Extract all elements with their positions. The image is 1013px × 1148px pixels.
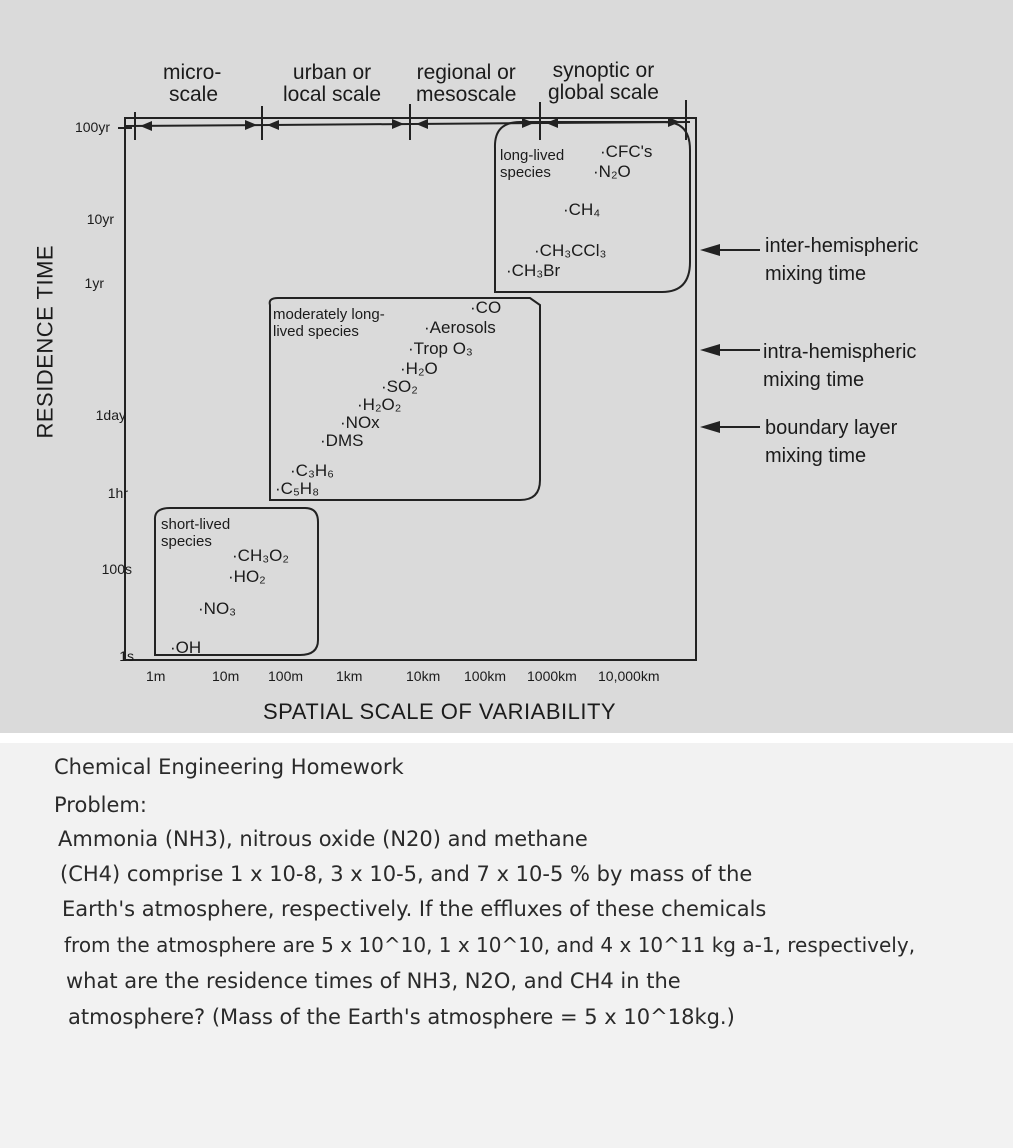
species-label: ·C₃H₆ <box>290 461 334 480</box>
y-tick-label: 10yr <box>86 211 114 227</box>
x-tick-label: 1m <box>146 668 166 684</box>
species-label: ·CH₃Br <box>506 261 561 280</box>
x-tick-label: 1000km <box>527 668 577 684</box>
box-title-line: species <box>161 533 212 551</box>
mixing-label-line: intra-hemispheric <box>763 341 917 363</box>
scale-arrow-icon <box>267 120 279 130</box>
y-tick-label: 1yr <box>84 275 104 291</box>
x-tick-label: 100km <box>464 668 507 684</box>
species-label: ·HO₂ <box>228 567 266 586</box>
arrow-left-icon <box>700 421 720 433</box>
y-tick-label: 1s <box>119 648 134 664</box>
scale-header-line: scale <box>169 83 219 107</box>
scale-header-regional <box>416 62 516 106</box>
y-tick-label: 100yr <box>74 119 110 135</box>
short-lived-title <box>161 516 230 551</box>
y-tick-label: 1day <box>95 407 126 423</box>
scale-header-line: synoptic or <box>552 59 655 82</box>
scale-header-micro <box>163 62 221 106</box>
moderately-long-lived-title <box>273 306 385 341</box>
x-tick-label: 10km <box>406 668 441 684</box>
x-tick-label: 1km <box>336 668 363 684</box>
x-tick-label: 100m <box>268 668 304 684</box>
species-label: ·NO₃ <box>198 599 237 618</box>
arrow-left-icon <box>700 344 720 356</box>
problem-line: atmosphere? (Mass of the Earth's atmosphere = 5 x 10^18kg.) <box>68 1005 735 1029</box>
problem-heading: Chemical Engineering Homework <box>54 755 404 779</box>
problem-line: from the atmosphere are 5 x 10^10, 1 x 10^10, and 4 x 10^11 kg a-1, respectively, <box>64 933 916 957</box>
box-title-line: short-lived <box>161 516 231 533</box>
y-axis-title: RESIDENCE TIME <box>32 244 58 439</box>
species-label: ·C₅H₈ <box>275 479 320 498</box>
scale-arrow-icon <box>245 120 257 130</box>
x-axis-title: SPATIAL SCALE OF VARIABILITY <box>263 699 617 724</box>
species-label: ·DMS <box>320 431 364 450</box>
scale-header-urban <box>283 62 381 106</box>
scale-header-line: local scale <box>283 83 382 107</box>
species-label: ·H₂O <box>400 359 438 378</box>
mixing-label-intra <box>763 338 916 394</box>
problem-line: Ammonia (NH3), nitrous oxide (N20) and methane <box>58 827 588 851</box>
scale-header-line: global scale <box>548 81 659 105</box>
scale-header-synoptic <box>548 60 659 104</box>
box-title-line: lived species <box>273 323 359 341</box>
species-label: ·N₂O <box>593 162 631 181</box>
species-label: ·CH₄ <box>563 200 601 219</box>
species-label: ·SO₂ <box>381 377 418 396</box>
x-tick-label: 10m <box>212 668 240 684</box>
box-title-line: long-lived <box>500 147 565 164</box>
scale-header-line: regional or <box>416 61 516 84</box>
box-title-line: species <box>500 164 551 182</box>
scale-header-line: urban or <box>292 61 372 84</box>
mixing-label-boundary <box>765 414 897 470</box>
mixing-label-line: mixing time <box>763 369 865 391</box>
species-label: ·H₂O₂ <box>357 395 402 414</box>
species-label: ·Aerosols <box>424 318 496 337</box>
mixing-label-line: mixing time <box>765 445 867 467</box>
species-label: ·Trop O₃ <box>408 339 473 358</box>
species-label: ·CH₃O₂ <box>232 546 289 565</box>
scale-arrow-icon <box>392 119 404 129</box>
mixing-label-inter <box>765 232 918 288</box>
species-label: ·CH₃CCl₃ <box>534 241 607 260</box>
species-label: ·OH <box>170 638 202 657</box>
problem-label: Problem: <box>54 793 147 817</box>
box-title-line: moderately long- <box>273 306 385 323</box>
scale-header-line: micro- <box>163 61 222 84</box>
problem-line: Earth's atmosphere, respectively. If the effluxes of these chemicals <box>62 897 767 921</box>
mixing-label-line: boundary layer <box>765 417 898 439</box>
mixing-label-line: inter-hemispheric <box>765 235 919 257</box>
problem-line: what are the residence times of NH3, N2O, and CH4 in the <box>66 969 681 993</box>
problem-line: (CH4) comprise 1 x 10-8, 3 x 10-5, and 7 x 10-5 % by mass of the <box>60 862 753 886</box>
scale-arrow-icon <box>140 121 152 131</box>
section-divider <box>0 733 1013 743</box>
species-label: ·CO <box>470 298 502 317</box>
arrow-left-icon <box>700 244 720 256</box>
long-lived-title <box>500 147 564 182</box>
scale-header-line: mesoscale <box>416 83 517 107</box>
species-label: ·NOx <box>340 413 380 432</box>
mixing-label-line: mixing time <box>765 263 867 285</box>
problem-panel <box>0 743 1013 1148</box>
y-tick-label: 1hr <box>107 485 128 501</box>
y-tick-label: 100s <box>101 561 132 577</box>
scale-arrow-icon <box>416 119 428 129</box>
species-label: ·CFC's <box>600 142 653 161</box>
x-tick-label: 10,000km <box>598 668 660 684</box>
